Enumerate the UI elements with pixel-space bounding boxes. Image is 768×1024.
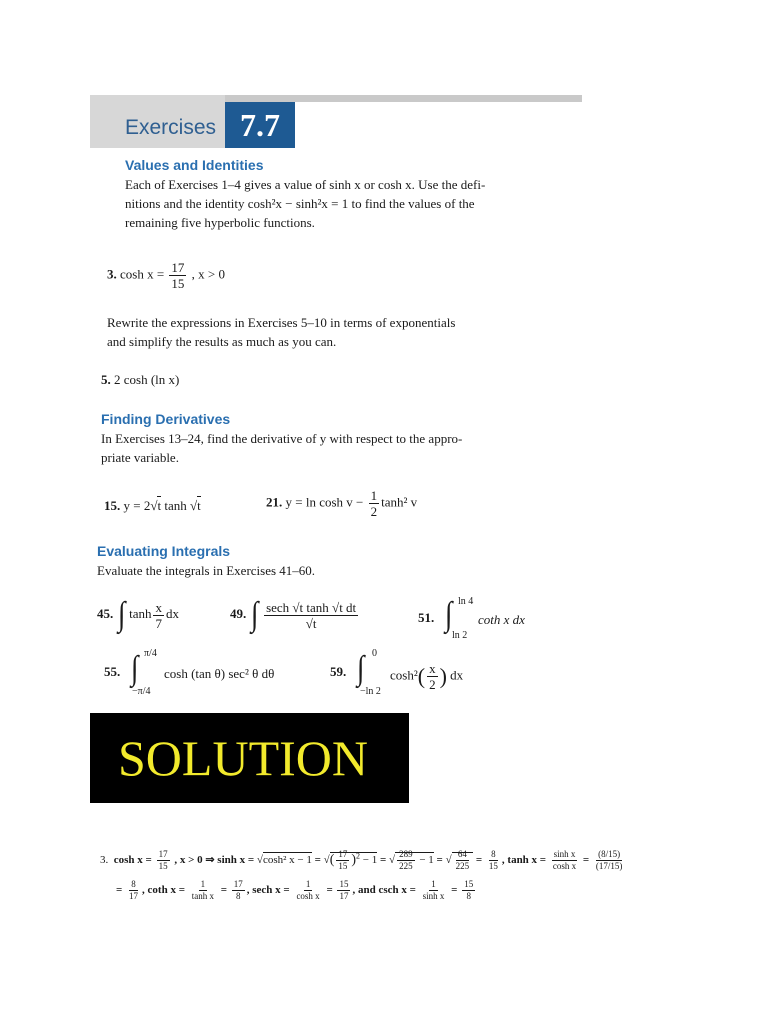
exercise-5: 5. 2 cosh (ln x) (101, 372, 180, 387)
integral-sign: ∫ (356, 650, 365, 687)
fraction: $\frac{1}{2}$ (370, 488, 378, 519)
exercise-59: 59. ∫ 0 −ln 2 cosh²( $\frac{x}{2}$ ) dx (330, 648, 464, 697)
exercise-21: 21. y = ln cosh v − $\frac{1}{2}$ tanh² v (266, 488, 418, 519)
fraction: $\frac{17}{15}$ (171, 260, 185, 291)
section-number-badge: 7.7 (225, 102, 295, 148)
integrals-heading: Evaluating Integrals (97, 543, 231, 559)
fraction: $\frac{x}{2}$ (429, 661, 436, 692)
exercise-55: 55. ∫ π/4 −π/4 cosh (tan θ) sec² θ dθ (104, 648, 275, 697)
integral-sign: ∫ (250, 596, 258, 633)
exercise-3: 3. cosh x = $\frac{17}{15}$ , x > 0 (107, 260, 226, 291)
exercise-51: 51. ∫ ln 4 ln 2 coth x dx (418, 596, 525, 641)
solution-banner: SOLUTION (90, 713, 409, 803)
derivatives-heading: Finding Derivatives (101, 411, 231, 427)
exercise-49: 49. ∫ $\frac{\text{sech √t tanh √t dt}}{√t}$ (230, 596, 357, 633)
exercise-15: 15. y = 2√t tanh √t (104, 498, 201, 513)
values-heading: Values and Identities (125, 157, 264, 173)
rewrite-paragraph: Rewrite the expressions in Exercises 5–10 in terms of exponentials and simplify the results as much as you can. (107, 315, 456, 349)
exercise-45: 45. ∫ tanh $\frac{x}{7}$ dx (97, 596, 179, 633)
integral-sign: ∫ (130, 650, 139, 687)
fraction: $\frac{\text{sech √t tanh √t dt}}{√t}$ (266, 599, 357, 631)
integral-sign: ∫ (444, 596, 453, 633)
fraction: $\frac{17}{15}$ (158, 849, 168, 871)
values-paragraph: Each of Exercises 1–4 gives a value of sinh x or cosh x. Use the defi- nitions and the identity cosh²x − sinh²x = 1 to find the values of the remaining five hyperbolic functions. (125, 177, 486, 230)
fraction: $\frac{x}{7}$ (155, 599, 162, 631)
integral-sign: ∫ (117, 596, 125, 633)
solution-line-1: 3. cosh x = $\frac{17}{15}$ , x > 0 ⇒ sinh x = √cosh² x − 1 = √( $\frac{17}{15}$ )$^2$ − 1 = √ $\frac{289}{225}$ − 1 = √ $\frac{64}{225}$ = $\frac{8}{15}$ , tanh x = $\frac{\text{sinh x}}{\text{cosh x}}$ = $\frac{(8/15)}{(17/15)}$ (100, 849, 623, 871)
solution-line-2: = $\frac{8}{17}$ , coth x = $\frac{1}{\text{tanh x}}$ = $\frac{17}{8}$ , sech x = $\frac{1}{\text{cosh x}}$ = $\frac{15}{17}$ , and csch x = $\frac{1}{\text{sinh x}}$ = $\frac{15}{8}$ (116, 879, 474, 901)
derivatives-paragraph: In Exercises 13–24, find the derivative of y with respect to the appro- priate variable. (101, 431, 463, 465)
exercises-label: Exercises (125, 116, 217, 139)
integrals-paragraph: Evaluate the integrals in Exercises 41–60. (97, 563, 316, 578)
